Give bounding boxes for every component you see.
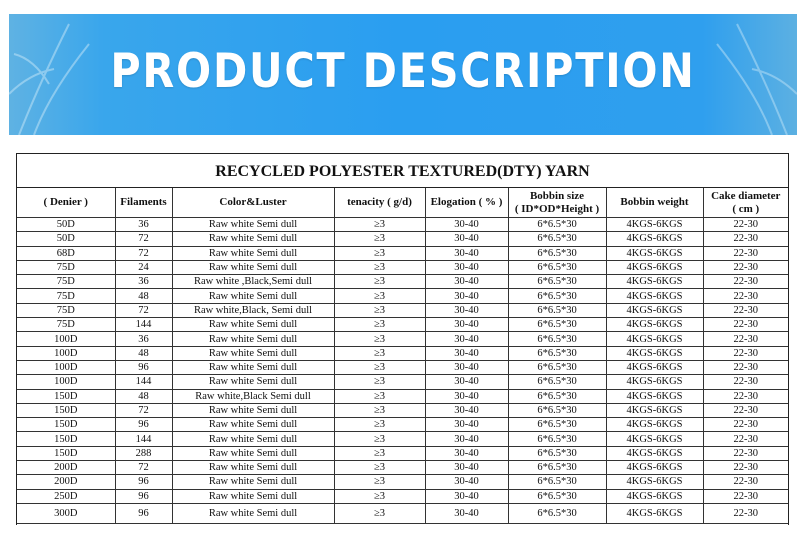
cell-tenacity: ≥3 xyxy=(334,303,425,317)
cell-color-luster: Raw white Semi dull xyxy=(172,318,334,332)
cell-filaments: 96 xyxy=(115,503,172,523)
cell-elongation: 30-40 xyxy=(425,489,508,503)
cell-denier: 300D xyxy=(17,503,115,523)
cell-cake-diameter: 22-30 xyxy=(703,303,788,317)
cell-bobbin-weight: 4KGS-6KGS xyxy=(606,446,703,460)
cell-bobbin-size: 6*6.5*30 xyxy=(508,275,606,289)
cell-bobbin-size: 6*6.5*30 xyxy=(508,232,606,246)
cell-color-luster: Raw white,Black, Semi dull xyxy=(172,303,334,317)
cell-filaments: 48 xyxy=(115,289,172,303)
header-tenacity: tenacity ( g/d) xyxy=(334,188,425,218)
table-row xyxy=(17,403,788,417)
cell-denier: 150D xyxy=(17,403,115,417)
cell-filaments: 72 xyxy=(115,461,172,475)
cell-filaments: 72 xyxy=(115,232,172,246)
cell-bobbin-weight: 4KGS-6KGS xyxy=(606,218,703,232)
cell-elongation: 30-40 xyxy=(425,432,508,446)
cell-filaments: 48 xyxy=(115,389,172,403)
cell-filaments: 144 xyxy=(115,375,172,389)
cell-denier: 75D xyxy=(17,289,115,303)
cell-color-luster: Raw white Semi dull xyxy=(172,475,334,489)
cell-denier: 150D xyxy=(17,418,115,432)
cell-denier: 100D xyxy=(17,360,115,374)
cell-filaments: 96 xyxy=(115,475,172,489)
cell-cake-diameter: 22-30 xyxy=(703,318,788,332)
table-row xyxy=(17,289,788,303)
cell-denier: 200D xyxy=(17,461,115,475)
cell-color-luster: Raw white Semi dull xyxy=(172,218,334,232)
cell-color-luster: Raw white Semi dull xyxy=(172,432,334,446)
cell-tenacity: ≥3 xyxy=(334,346,425,360)
cell-bobbin-weight: 4KGS-6KGS xyxy=(606,475,703,489)
cell-bobbin-size: 6*6.5*30 xyxy=(508,346,606,360)
cell-denier: 100D xyxy=(17,346,115,360)
cell-color-luster: Raw white Semi dull xyxy=(172,446,334,460)
cell-tenacity: ≥3 xyxy=(334,489,425,503)
cell-cake-diameter: 22-30 xyxy=(703,403,788,417)
header-bobbin-size: Bobbin size ( ID*OD*Height ) xyxy=(508,188,606,218)
cell-denier: 50D xyxy=(17,218,115,232)
cell-color-luster: Raw white Semi dull xyxy=(172,489,334,503)
cell-bobbin-size: 6*6.5*30 xyxy=(508,403,606,417)
cell-cake-diameter: 22-30 xyxy=(703,260,788,274)
header-elongation: Elogation ( % ) xyxy=(425,188,508,218)
cell-filaments: 96 xyxy=(115,418,172,432)
cell-elongation: 30-40 xyxy=(425,403,508,417)
cell-color-luster: Raw white Semi dull xyxy=(172,375,334,389)
cell-bobbin-size: 6*6.5*30 xyxy=(508,218,606,232)
cell-filaments: 36 xyxy=(115,275,172,289)
cell-elongation: 30-40 xyxy=(425,289,508,303)
cell-filaments: 36 xyxy=(115,332,172,346)
cell-color-luster: Raw white Semi dull xyxy=(172,289,334,303)
cell-filaments: 24 xyxy=(115,260,172,274)
cell-cake-diameter: 22-30 xyxy=(703,332,788,346)
cell-filaments: 96 xyxy=(115,489,172,503)
cell-cake-diameter: 22-30 xyxy=(703,489,788,503)
cell-elongation: 30-40 xyxy=(425,503,508,523)
cell-bobbin-weight: 4KGS-6KGS xyxy=(606,232,703,246)
cell-bobbin-weight: 4KGS-6KGS xyxy=(606,260,703,274)
cell-color-luster: Raw white Semi dull xyxy=(172,360,334,374)
cell-filaments: 288 xyxy=(115,446,172,460)
cell-tenacity: ≥3 xyxy=(334,389,425,403)
cell-bobbin-weight: 4KGS-6KGS xyxy=(606,332,703,346)
cell-cake-diameter: 22-30 xyxy=(703,389,788,403)
table-row xyxy=(17,246,788,260)
table-row xyxy=(17,275,788,289)
cell-filaments: 36 xyxy=(115,218,172,232)
cell-denier: 75D xyxy=(17,275,115,289)
header-bobbin-weight: Bobbin weight xyxy=(606,188,703,218)
cell-color-luster: Raw white Semi dull xyxy=(172,260,334,274)
cell-filaments: 72 xyxy=(115,403,172,417)
table-row xyxy=(17,375,788,389)
cell-bobbin-size: 6*6.5*30 xyxy=(508,375,606,389)
table-row xyxy=(17,332,788,346)
cell-tenacity: ≥3 xyxy=(334,403,425,417)
cell-elongation: 30-40 xyxy=(425,360,508,374)
cell-elongation: 30-40 xyxy=(425,332,508,346)
cell-bobbin-weight: 4KGS-6KGS xyxy=(606,489,703,503)
cell-cake-diameter: 22-30 xyxy=(703,360,788,374)
cell-tenacity: ≥3 xyxy=(334,475,425,489)
cell-bobbin-weight: 4KGS-6KGS xyxy=(606,346,703,360)
table-title: RECYCLED POLYESTER TEXTURED(DTY) YARN xyxy=(17,154,788,188)
cell-filaments: 72 xyxy=(115,246,172,260)
cell-cake-diameter: 22-30 xyxy=(703,475,788,489)
cell-bobbin-weight: 4KGS-6KGS xyxy=(606,246,703,260)
cell-bobbin-weight: 4KGS-6KGS xyxy=(606,418,703,432)
cell-bobbin-weight: 4KGS-6KGS xyxy=(606,389,703,403)
cell-bobbin-size: 6*6.5*30 xyxy=(508,432,606,446)
cell-color-luster: Raw white ,Black,Semi dull xyxy=(172,275,334,289)
table-row xyxy=(17,260,788,274)
cell-elongation: 30-40 xyxy=(425,389,508,403)
table-row xyxy=(17,318,788,332)
cell-bobbin-size: 6*6.5*30 xyxy=(508,489,606,503)
cell-bobbin-weight: 4KGS-6KGS xyxy=(606,289,703,303)
cell-color-luster: Raw white Semi dull xyxy=(172,461,334,475)
cell-denier: 150D xyxy=(17,432,115,446)
cell-tenacity: ≥3 xyxy=(334,275,425,289)
cell-denier: 150D xyxy=(17,446,115,460)
header-cake-diameter: Cake diameter ( cm ) xyxy=(703,188,788,218)
header-filaments: Filaments xyxy=(115,188,172,218)
cell-cake-diameter: 22-30 xyxy=(703,375,788,389)
yarn-spec-table-container xyxy=(16,153,789,525)
cell-color-luster: Raw white Semi dull xyxy=(172,403,334,417)
cell-elongation: 30-40 xyxy=(425,375,508,389)
cell-bobbin-weight: 4KGS-6KGS xyxy=(606,375,703,389)
cell-cake-diameter: 22-30 xyxy=(703,346,788,360)
banner-title: PRODUCT DESCRIPTION xyxy=(110,44,696,99)
cell-tenacity: ≥3 xyxy=(334,432,425,446)
cell-color-luster: Raw white Semi dull xyxy=(172,503,334,523)
cell-bobbin-size: 6*6.5*30 xyxy=(508,475,606,489)
cell-bobbin-size: 6*6.5*30 xyxy=(508,446,606,460)
table-row xyxy=(17,461,788,475)
table-row xyxy=(17,503,788,523)
cell-cake-diameter: 22-30 xyxy=(703,418,788,432)
cell-filaments: 96 xyxy=(115,360,172,374)
table-row xyxy=(17,218,788,232)
cell-elongation: 30-40 xyxy=(425,260,508,274)
cell-denier: 150D xyxy=(17,389,115,403)
table-row xyxy=(17,432,788,446)
cell-tenacity: ≥3 xyxy=(334,446,425,460)
cell-cake-diameter: 22-30 xyxy=(703,503,788,523)
cell-tenacity: ≥3 xyxy=(334,218,425,232)
table-row xyxy=(17,360,788,374)
cell-cake-diameter: 22-30 xyxy=(703,246,788,260)
cell-elongation: 30-40 xyxy=(425,303,508,317)
cell-bobbin-size: 6*6.5*30 xyxy=(508,318,606,332)
cell-filaments: 144 xyxy=(115,318,172,332)
cell-bobbin-weight: 4KGS-6KGS xyxy=(606,461,703,475)
cell-tenacity: ≥3 xyxy=(334,375,425,389)
table-row xyxy=(17,446,788,460)
cell-bobbin-weight: 4KGS-6KGS xyxy=(606,432,703,446)
cell-denier: 50D xyxy=(17,232,115,246)
cell-filaments: 72 xyxy=(115,303,172,317)
cell-elongation: 30-40 xyxy=(425,318,508,332)
product-description-banner xyxy=(9,14,797,135)
table-row xyxy=(17,389,788,403)
cell-bobbin-size: 6*6.5*30 xyxy=(508,418,606,432)
cell-denier: 250D xyxy=(17,489,115,503)
table-row xyxy=(17,346,788,360)
cell-tenacity: ≥3 xyxy=(334,318,425,332)
cell-bobbin-size: 6*6.5*30 xyxy=(508,246,606,260)
yarn-spec-table xyxy=(17,188,788,524)
cell-denier: 75D xyxy=(17,303,115,317)
cell-bobbin-weight: 4KGS-6KGS xyxy=(606,275,703,289)
cell-filaments: 144 xyxy=(115,432,172,446)
cell-color-luster: Raw white Semi dull xyxy=(172,246,334,260)
cell-denier: 100D xyxy=(17,332,115,346)
cell-bobbin-size: 6*6.5*30 xyxy=(508,461,606,475)
cell-filaments: 48 xyxy=(115,346,172,360)
cell-elongation: 30-40 xyxy=(425,346,508,360)
cell-cake-diameter: 22-30 xyxy=(703,218,788,232)
header-color-luster: Color&Luster xyxy=(172,188,334,218)
cell-elongation: 30-40 xyxy=(425,446,508,460)
cell-denier: 75D xyxy=(17,318,115,332)
cell-elongation: 30-40 xyxy=(425,418,508,432)
cell-elongation: 30-40 xyxy=(425,218,508,232)
cell-bobbin-weight: 4KGS-6KGS xyxy=(606,403,703,417)
cell-tenacity: ≥3 xyxy=(334,332,425,346)
cell-bobbin-size: 6*6.5*30 xyxy=(508,389,606,403)
cell-color-luster: Raw white,Black Semi dull xyxy=(172,389,334,403)
cell-bobbin-weight: 4KGS-6KGS xyxy=(606,318,703,332)
cell-tenacity: ≥3 xyxy=(334,260,425,274)
cell-cake-diameter: 22-30 xyxy=(703,432,788,446)
table-row xyxy=(17,418,788,432)
cell-elongation: 30-40 xyxy=(425,475,508,489)
cell-bobbin-size: 6*6.5*30 xyxy=(508,289,606,303)
cell-bobbin-size: 6*6.5*30 xyxy=(508,260,606,274)
cell-cake-diameter: 22-30 xyxy=(703,275,788,289)
cell-bobbin-weight: 4KGS-6KGS xyxy=(606,303,703,317)
cell-denier: 68D xyxy=(17,246,115,260)
cell-tenacity: ≥3 xyxy=(334,232,425,246)
cell-elongation: 30-40 xyxy=(425,275,508,289)
cell-cake-diameter: 22-30 xyxy=(703,461,788,475)
cell-denier: 75D xyxy=(17,260,115,274)
cell-tenacity: ≥3 xyxy=(334,418,425,432)
cell-denier: 100D xyxy=(17,375,115,389)
cell-bobbin-size: 6*6.5*30 xyxy=(508,360,606,374)
cell-color-luster: Raw white Semi dull xyxy=(172,332,334,346)
cell-cake-diameter: 22-30 xyxy=(703,232,788,246)
cell-color-luster: Raw white Semi dull xyxy=(172,346,334,360)
cell-bobbin-weight: 4KGS-6KGS xyxy=(606,360,703,374)
cell-color-luster: Raw white Semi dull xyxy=(172,418,334,432)
cell-bobbin-size: 6*6.5*30 xyxy=(508,503,606,523)
cell-tenacity: ≥3 xyxy=(334,461,425,475)
cell-bobbin-size: 6*6.5*30 xyxy=(508,332,606,346)
table-row xyxy=(17,232,788,246)
cell-tenacity: ≥3 xyxy=(334,360,425,374)
cell-denier: 200D xyxy=(17,475,115,489)
header-row xyxy=(17,188,788,218)
cell-cake-diameter: 22-30 xyxy=(703,446,788,460)
cell-color-luster: Raw white Semi dull xyxy=(172,232,334,246)
cell-tenacity: ≥3 xyxy=(334,246,425,260)
cell-elongation: 30-40 xyxy=(425,461,508,475)
cell-elongation: 30-40 xyxy=(425,232,508,246)
cell-tenacity: ≥3 xyxy=(334,289,425,303)
cell-tenacity: ≥3 xyxy=(334,503,425,523)
table-row xyxy=(17,489,788,503)
cell-cake-diameter: 22-30 xyxy=(703,289,788,303)
cell-bobbin-size: 6*6.5*30 xyxy=(508,303,606,317)
cell-bobbin-weight: 4KGS-6KGS xyxy=(606,503,703,523)
cell-elongation: 30-40 xyxy=(425,246,508,260)
header-denier: ( Denier ) xyxy=(17,188,115,218)
table-row xyxy=(17,303,788,317)
table-row xyxy=(17,475,788,489)
